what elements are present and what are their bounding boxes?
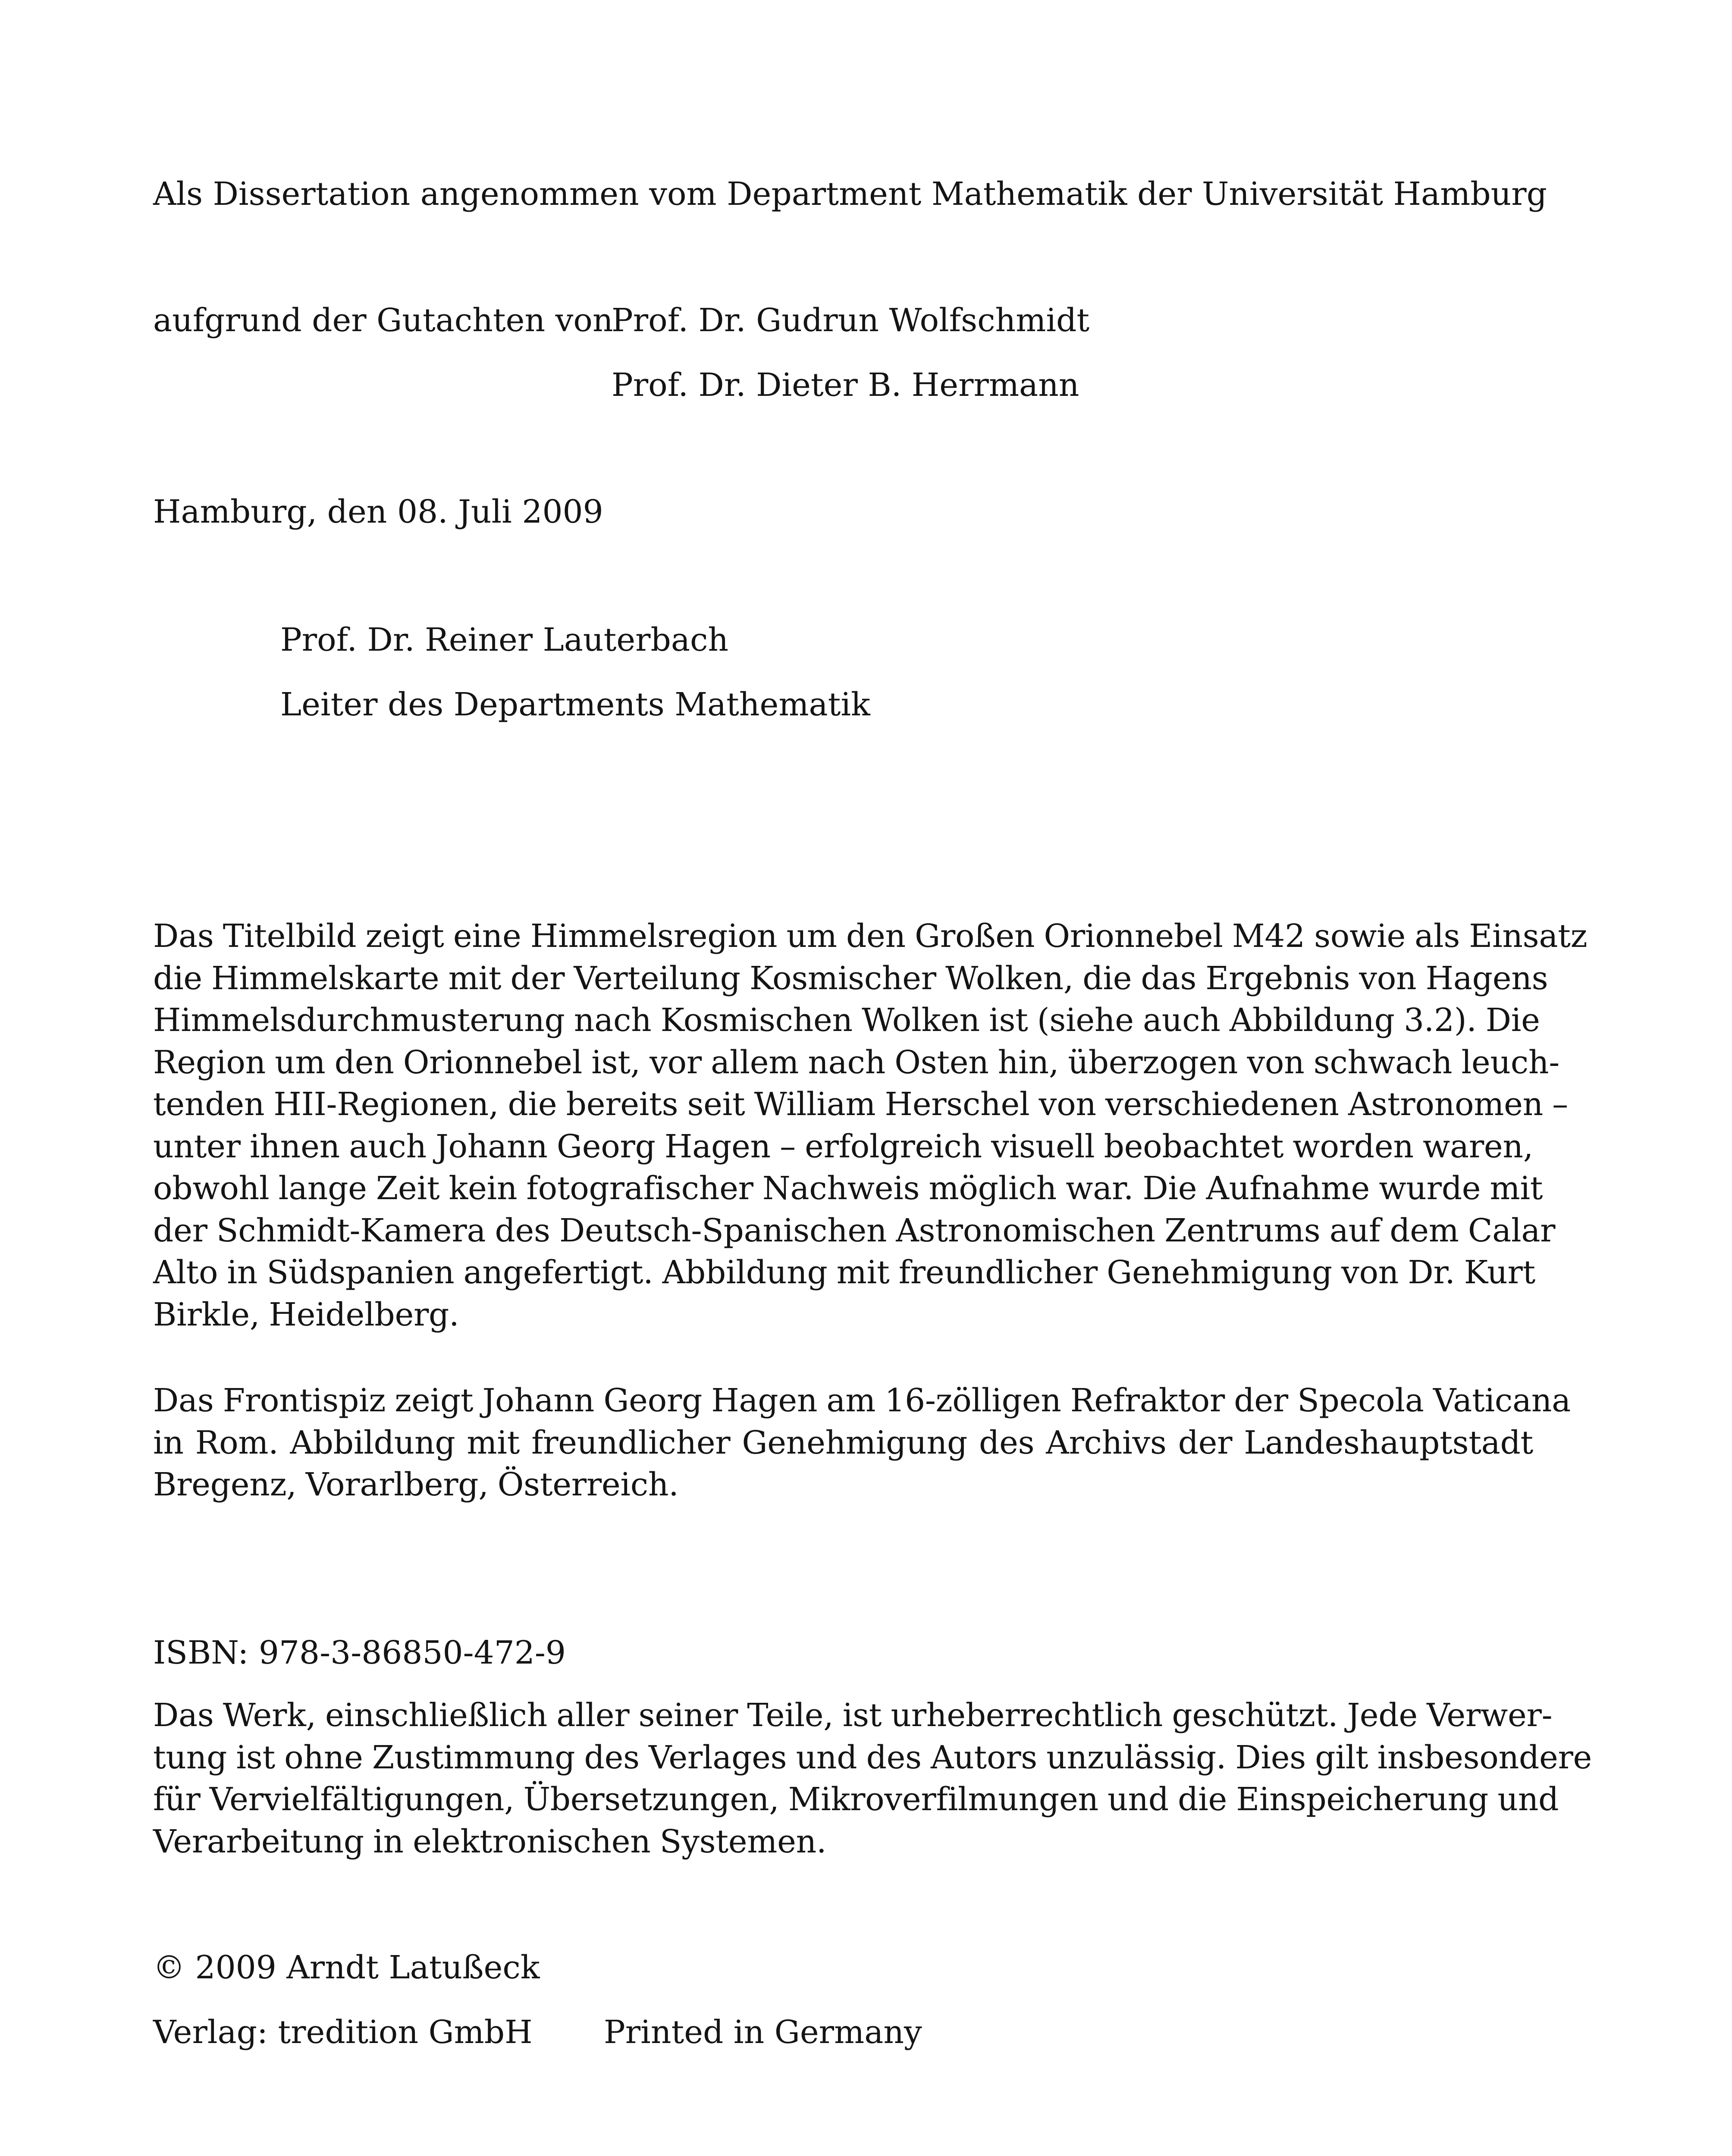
reviewer-1: Prof. Dr. Gudrun Wolfschmidt (612, 302, 1090, 339)
reviewers-label: aufgrund der Gutachten von (153, 302, 613, 339)
publisher: Verlag: tredition GmbH (153, 2014, 533, 2051)
paragraph-line: der Schmidt-Kamera des Deutsch-Spanischen Astronomischen Zentrums auf dem Calar (153, 1212, 1556, 1249)
copyright-line: © 2009 Arndt Latußeck (153, 1949, 540, 1986)
paragraph-line: Verarbeitung in elektronischen Systemen. (153, 1823, 827, 1860)
paragraph-line: die Himmelskarte mit der Verteilung Kosmischer Wolken, die das Ergebnis von Hagens (153, 959, 1548, 997)
dean-name: Prof. Dr. Reiner Lauterbach (280, 621, 729, 658)
paragraph-line: Himmelsdurchmusterung nach Kosmischen Wolken ist (siehe auch Abbildung 3.2). Die (153, 1002, 1540, 1039)
paragraph-line: Das Werk, einschließlich aller seiner Teile, ist urheberrechtlich geschützt. Jede Verwer- (153, 1697, 1553, 1734)
dean-title: Leiter des Departments Mathematik (280, 686, 870, 723)
paragraph-line: tung ist ohne Zustimmung des Verlages und des Autors unzulässig. Dies gilt insbesondere (153, 1739, 1592, 1776)
paragraph-line: Das Titelbild zeigt eine Himmelsregion um den Großen Orionnebel M42 sowie als Einsatz (153, 918, 1588, 955)
paragraph-line: tenden HII-Regionen, die bereits seit William Herschel von verschiedenen Astronomen – (153, 1086, 1568, 1123)
paragraph-line: obwohl lange Zeit kein fotografischer Nachweis möglich war. Die Aufnahme wurde mit (153, 1170, 1543, 1207)
paragraph-line: Region um den Orionnebel ist, vor allem nach Osten hin, überzogen von schwach leuch- (153, 1044, 1559, 1081)
paragraph-line: Das Frontispiz zeigt Johann Georg Hagen am 16-zölligen Refraktor der Specola Vaticana (153, 1382, 1571, 1419)
paragraph-line: unter ihnen auch Johann Georg Hagen – erfolgreich visuell beobachtet worden waren, (153, 1128, 1533, 1165)
paragraph-line: für Vervielfältigungen, Übersetzungen, Mikroverfilmungen und die Einspeicherung und (153, 1781, 1559, 1818)
paragraph-line: Bregenz, Vorarlberg, Österreich. (153, 1466, 679, 1503)
place-date: Hamburg, den 08. Juli 2009 (153, 493, 603, 530)
acceptance-statement: Als Dissertation angenommen vom Department Mathematik der Universität Hamburg (153, 175, 1547, 213)
paragraph-line: in Rom. Abbildung mit freundlicher Genehmigung des Archivs der Landeshauptstadt (153, 1424, 1533, 1461)
printed-in: Printed in Germany (604, 2014, 922, 2051)
cover-image-note (153, 915, 1588, 1336)
paragraph-line: Birkle, Heidelberg. (153, 1296, 459, 1333)
isbn: ISBN: 978-3-86850-472-9 (153, 1634, 566, 1671)
frontispiece-note (153, 1380, 1571, 1506)
copyright-notice (153, 1695, 1592, 1863)
reviewer-2: Prof. Dr. Dieter B. Herrmann (612, 367, 1079, 404)
paragraph-line: Alto in Südspanien angefertigt. Abbildung mit freundlicher Genehmigung von Dr. Kurt (153, 1254, 1535, 1291)
